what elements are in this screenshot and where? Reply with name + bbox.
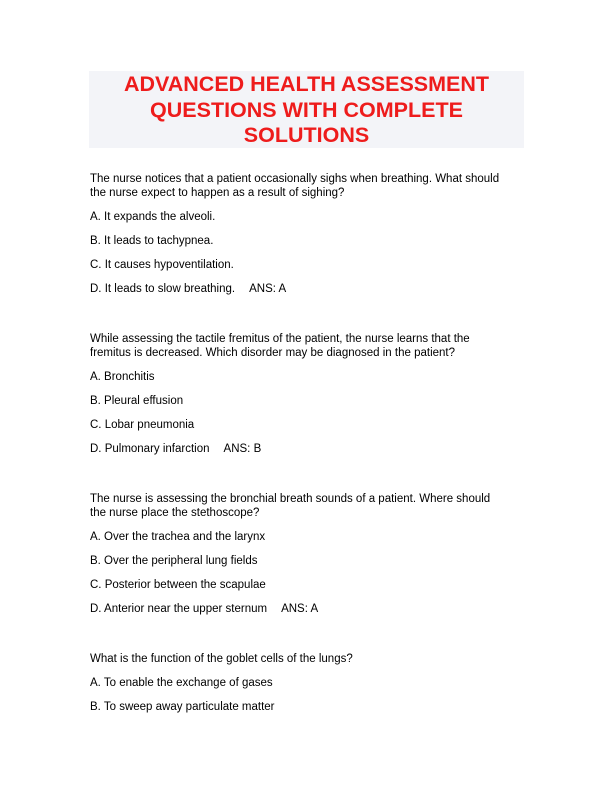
option-c: C. Posterior between the scapulae <box>90 579 266 591</box>
question-line: What is the function of the goblet cells of the lungs? <box>90 653 353 665</box>
answer-key: ANS: B <box>223 443 262 455</box>
question-line: The nurse notices that a patient occasionally sighs when breathing. What should <box>90 173 500 185</box>
question-block-3 <box>90 492 530 616</box>
option-a: A. Bronchitis <box>90 371 155 383</box>
option-b: B. It leads to tachypnea. <box>90 235 214 247</box>
question-list <box>90 172 530 750</box>
option-d: D. Pulmonary infarction <box>90 443 210 455</box>
title-banner <box>89 71 524 148</box>
question-text <box>90 492 530 520</box>
question-block-4 <box>90 652 530 714</box>
answer-key: ANS: A <box>281 603 319 615</box>
question-line: While assessing the tactile fremitus of the patient, the nurse learns that the <box>90 333 470 345</box>
option-a: A. To enable the exchange of gases <box>90 677 273 689</box>
option-d-with-answer <box>90 602 530 616</box>
question-line: fremitus is decreased. Which disorder may be diagnosed in the patient? <box>90 347 456 359</box>
title-line: ADVANCED HEALTH ASSESSMENT <box>123 72 490 96</box>
answer-key: ANS: A <box>249 283 287 295</box>
option-d-with-answer <box>90 442 530 456</box>
option-c: C. It causes hypoventilation. <box>90 259 234 271</box>
option-d-with-answer <box>90 282 530 296</box>
question-line: the nurse place the stethoscope? <box>90 507 260 519</box>
option-b: B. To sweep away particulate matter <box>90 701 275 713</box>
question-block-2 <box>90 332 530 456</box>
document-title <box>89 71 524 149</box>
option-b: B. Pleural effusion <box>90 395 184 407</box>
option-c: C. Lobar pneumonia <box>90 419 195 431</box>
option-d: D. It leads to slow breathing. <box>90 283 236 295</box>
option-b: B. Over the peripheral lung fields <box>90 555 258 567</box>
question-text <box>90 172 530 200</box>
question-line: the nurse expect to happen as a result of sighing? <box>90 187 345 199</box>
option-d: D. Anterior near the upper sternum <box>90 603 268 615</box>
option-a: A. Over the trachea and the larynx <box>90 531 266 543</box>
question-line: The nurse is assessing the bronchial breath sounds of a patient. Where should <box>90 493 491 505</box>
title-line: QUESTIONS WITH COMPLETE <box>150 97 463 122</box>
question-text <box>90 652 530 666</box>
option-a: A. It expands the alveoli. <box>90 211 216 223</box>
question-block-1 <box>90 172 530 296</box>
title-line: SOLUTIONS <box>243 123 370 147</box>
question-text <box>90 332 530 360</box>
